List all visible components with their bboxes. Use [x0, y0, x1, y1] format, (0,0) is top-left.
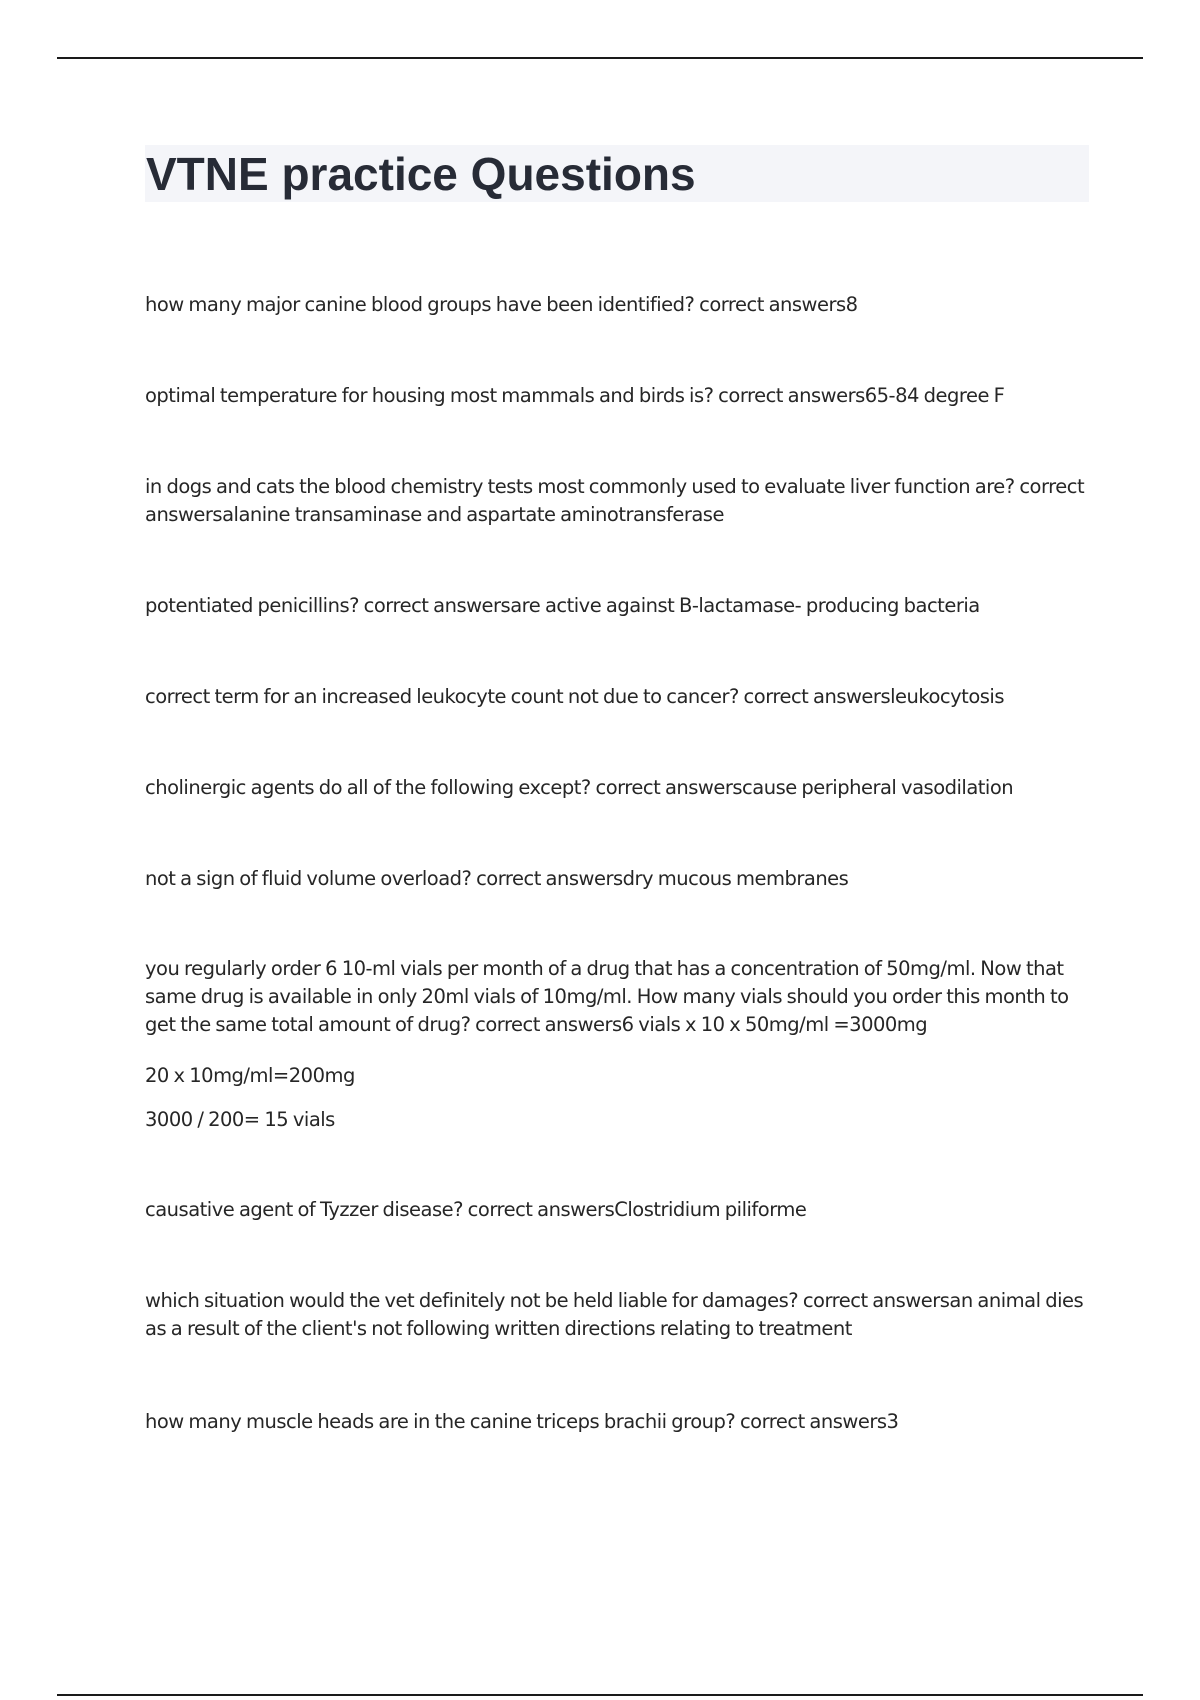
qa-entry-7: not a sign of fluid volume overload? correct answersdry mucous membranes: [145, 867, 849, 890]
qa-entry-8-calc-line-1: 20 x 10mg/ml=200mg: [145, 1064, 355, 1087]
top-divider: [57, 57, 1143, 59]
qa-entry-2: optimal temperature for housing most mammals and birds is? correct answers65-84 degree F: [145, 384, 1005, 407]
qa-entry-8-calc-line-2: 3000 / 200= 15 vials: [145, 1108, 335, 1131]
document-title: VTNE practice Questions: [146, 148, 696, 200]
qa-entry-6: cholinergic agents do all of the following except? correct answerscause peripheral vasodilation: [145, 776, 1014, 799]
qa-entry-9: causative agent of Tyzzer disease? correct answersClostridium piliforme: [145, 1198, 807, 1221]
qa-entry-3: in dogs and cats the blood chemistry tests most commonly used to evaluate liver function are? correct answersalanine transaminase and aspartate aminotransferase: [145, 475, 1085, 526]
qa-entry-1: how many major canine blood groups have been identified? correct answers8: [145, 293, 858, 316]
qa-entry-10: which situation would the vet definitely not be held liable for damages? correct answersan animal dies as a result of the client's not following written directions relating to treatment: [145, 1289, 1084, 1340]
qa-entry-5: correct term for an increased leukocyte count not due to cancer? correct answersleukocytosis: [145, 685, 1004, 708]
qa-entry-4: potentiated penicillins? correct answersare active against B-lactamase- producing bacteria: [145, 594, 980, 617]
qa-entry-8: you regularly order 6 10-ml vials per month of a drug that has a concentration of 50mg/ml. Now that same drug is available in only 20ml vials of 10mg/ml. How many vials should you order this month to get the same total amount of drug? correct answers6 vials x 10 x 50mg/ml =3000mg: [145, 957, 1069, 1036]
qa-entry-11: how many muscle heads are in the canine triceps brachii group? correct answers3: [145, 1410, 899, 1433]
bottom-divider: [57, 1694, 1143, 1696]
